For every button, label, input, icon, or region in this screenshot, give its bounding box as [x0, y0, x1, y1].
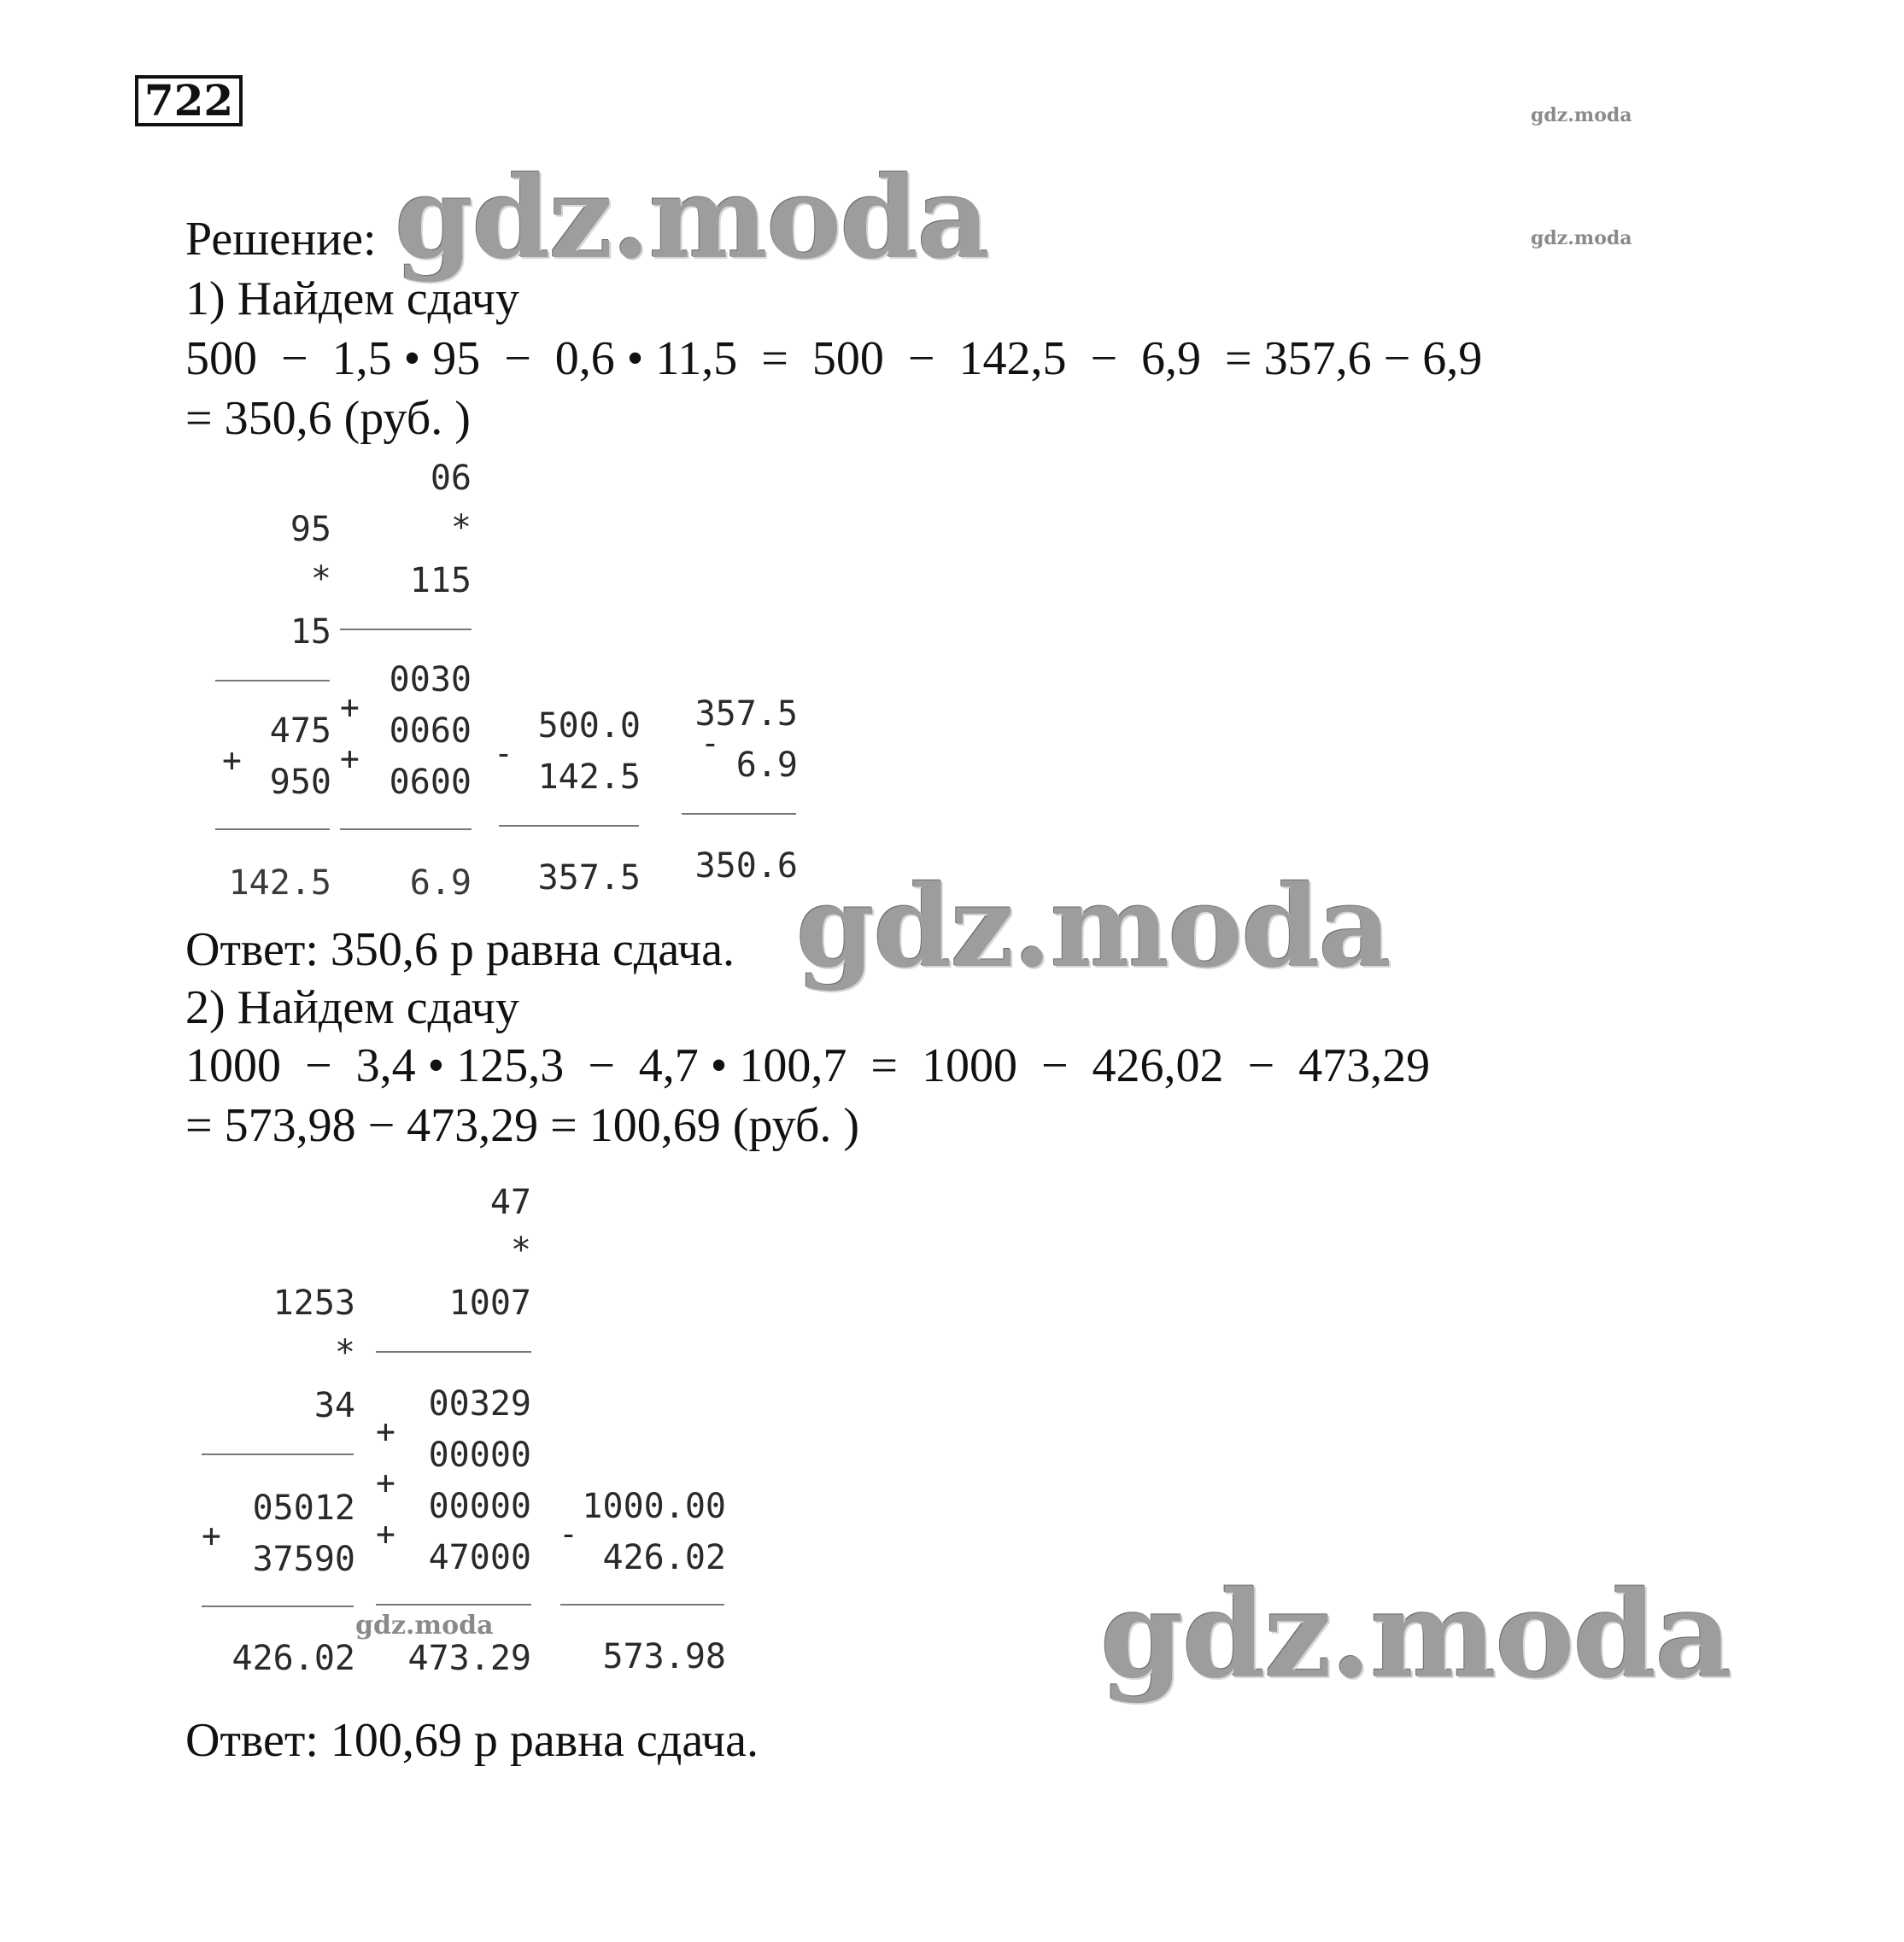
part2-expression-line1: 1000 − 3,4 • 125,3 − 4,7 • 100,7 = 1000 − 426,02 − 473,29 [185, 1039, 1431, 1092]
p1-m2-operand-b: 115 [409, 561, 472, 600]
p2-m2-operand-a: 47 [489, 1183, 531, 1222]
p1-s1-operand-a: 500.0 [537, 706, 641, 746]
p1-m1-partial-2: 950 [269, 763, 331, 802]
problem-number: 722 [135, 75, 243, 126]
p1-s2-operand-b: 6.9 [735, 746, 798, 785]
p1-m2-operand-a: 06 [430, 459, 472, 498]
p1-s2-operand-a: 357.5 [694, 694, 798, 734]
p1-s2-result: 350.6 [694, 846, 798, 886]
p1-m2-operator: * [450, 508, 472, 547]
p2-m2-operator: * [510, 1231, 531, 1270]
p2-m2-rule-bottom [376, 1604, 531, 1606]
p1-s1-result: 357.5 [537, 858, 641, 898]
p1-m2-partial-3: 0600 [389, 763, 472, 802]
part1-heading: 1) Найдем сдачу [185, 272, 519, 325]
p1-m1-partial-1: 475 [269, 711, 331, 751]
p1-m1-rule-top [215, 680, 330, 681]
watermark-large: gdz.moda [1100, 1565, 1731, 1705]
p2-m2-result: 473.29 [407, 1639, 531, 1678]
p1-m2-rule-bottom [340, 828, 472, 830]
watermark-large: gdz.moda [796, 861, 1391, 993]
p2-s1-operand-b: 426.02 [602, 1538, 726, 1577]
p1-m1-operand-a: 95 [290, 510, 331, 549]
p2-m2-partial-2: 00000 [428, 1436, 531, 1475]
p1-m1-rule-bottom [215, 828, 330, 830]
p2-m1-operator: * [334, 1333, 355, 1372]
p1-m1-operator: * [310, 559, 331, 599]
p2-m2-operand-b: 1007 [448, 1284, 531, 1323]
watermark-small: gdz.moda [1531, 104, 1632, 126]
p1-m2-result: 6.9 [409, 863, 472, 903]
p1-m2-partial-2: 0060 [389, 711, 472, 751]
p1-s2-minus: - [700, 724, 720, 762]
p2-m1-rule-top [202, 1454, 354, 1455]
part1-expression-line1: 500 − 1,5 • 95 − 0,6 • 11,5 = 500 − 142,5 − 6,9 = 357,6 − 6,9 [185, 332, 1483, 385]
p2-m1-partial-1: 05012 [252, 1489, 355, 1528]
watermark-small: gdz.moda [1531, 227, 1632, 249]
p2-m2-partial-4: 47000 [428, 1538, 531, 1577]
p2-m2-partial-1: 00329 [428, 1384, 531, 1424]
watermark-small: gdz.moda [355, 1611, 494, 1641]
p2-m1-partial-2: 37590 [252, 1540, 355, 1579]
p2-m1-result: 426.02 [231, 1639, 355, 1678]
p1-m2-partial-1: 0030 [389, 660, 472, 699]
p1-m1-operand-b: 15 [290, 612, 331, 652]
p2-m1-plus: + [202, 1517, 221, 1554]
p2-s1-minus: - [559, 1515, 578, 1553]
p2-m1-operand-a: 1253 [272, 1284, 355, 1323]
p2-m2-plus-2: + [376, 1464, 395, 1501]
part1-expression-line2: = 350,6 (руб. ) [185, 392, 471, 445]
p2-s1-rule [560, 1604, 724, 1606]
p1-s1-rule [499, 825, 639, 827]
part2-expression-line2: = 573,98 − 473,29 = 100,69 (руб. ) [185, 1099, 860, 1152]
part1-answer: Ответ: 350,6 р равна сдача. [185, 923, 735, 976]
p1-m1-plus: + [222, 741, 242, 779]
p1-m2-plus-1: + [340, 688, 360, 726]
p1-s1-operand-b: 142.5 [537, 757, 641, 797]
part2-answer: Ответ: 100,69 р равна сдача. [185, 1714, 759, 1767]
p2-m2-partial-3: 00000 [428, 1487, 531, 1526]
p2-s1-result: 573.98 [602, 1637, 726, 1676]
p2-m2-rule-top [376, 1351, 531, 1353]
p1-s1-minus: - [494, 734, 513, 772]
p2-m2-plus-3: + [376, 1515, 395, 1553]
p1-m2-rule-top [340, 629, 472, 630]
solution-label: Решение: [185, 213, 377, 266]
watermark-large: gdz.moda [395, 152, 989, 284]
p2-s1-operand-a: 1000.00 [582, 1487, 726, 1526]
p1-s2-rule [682, 813, 796, 815]
part2-heading: 2) Найдем сдачу [185, 981, 519, 1034]
p1-m1-result: 142.5 [228, 863, 331, 903]
p2-m2-plus-1: + [376, 1413, 395, 1450]
p2-m1-rule-bottom [202, 1606, 354, 1607]
p2-m1-operand-b: 34 [313, 1386, 355, 1425]
p1-m2-plus-2: + [340, 740, 360, 777]
